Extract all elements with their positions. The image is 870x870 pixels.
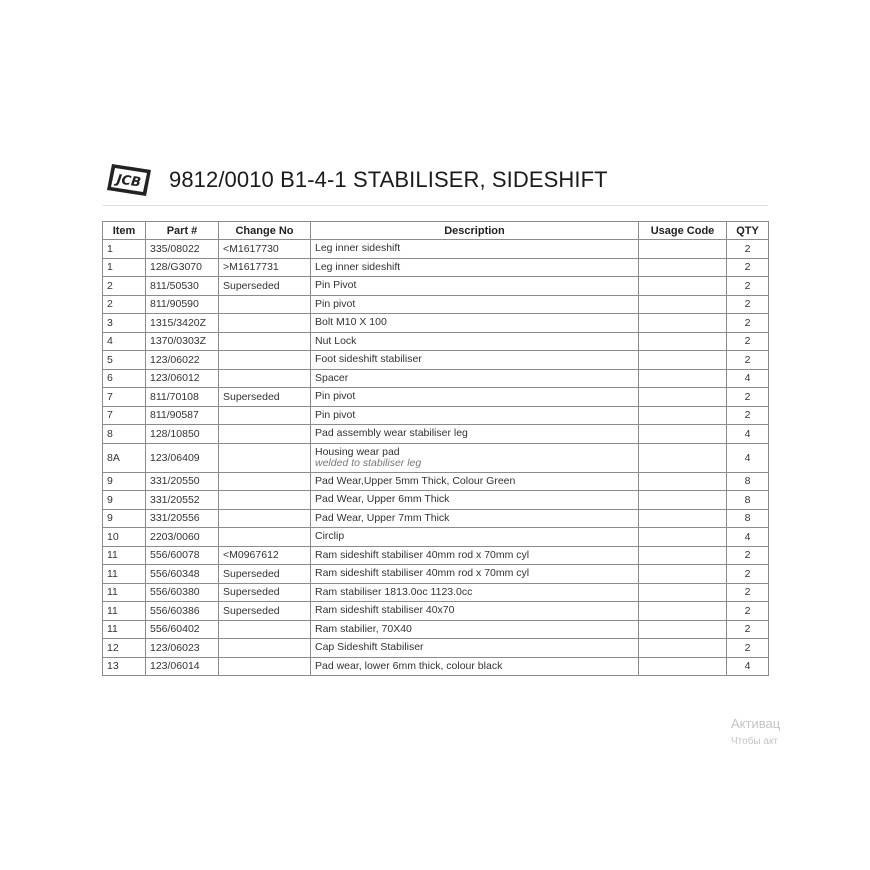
cell-item: 7	[103, 388, 146, 407]
cell-item: 11	[103, 620, 146, 639]
cell-description	[311, 351, 639, 370]
cell-qty: 2	[727, 639, 769, 658]
cell-qty: 2	[727, 583, 769, 602]
cell-change-no: <M1617730	[219, 240, 311, 259]
column-header-description: Description	[311, 222, 639, 240]
cell-item: 4	[103, 332, 146, 351]
column-header-qty: QTY	[727, 222, 769, 240]
cell-description	[311, 491, 639, 510]
table-row	[103, 314, 769, 333]
cell-part-number: 331/20550	[146, 472, 219, 491]
cell-change-no	[219, 351, 311, 370]
cell-description	[311, 314, 639, 333]
description-text: Ram sideshift stabiliser 40mm rod x 70mm cyl	[315, 548, 530, 561]
description-text: Spacer	[315, 371, 349, 384]
cell-part-number: 556/60402	[146, 620, 219, 639]
cell-part-number: 811/70108	[146, 388, 219, 407]
cell-change-no: <M0967612	[219, 546, 311, 565]
parts-table	[102, 221, 769, 676]
table-row	[103, 295, 769, 314]
table-row	[103, 406, 769, 425]
description-text: Circlip	[315, 530, 345, 543]
cell-change-no: Superseded	[219, 602, 311, 621]
table-row	[103, 620, 769, 639]
table-row	[103, 258, 769, 277]
cell-item: 9	[103, 509, 146, 528]
cell-item: 8	[103, 425, 146, 444]
cell-change-no	[219, 425, 311, 444]
cell-usage-code	[639, 443, 727, 472]
cell-part-number: 556/60348	[146, 565, 219, 584]
description-text: Pin pivot	[315, 297, 356, 310]
cell-description	[311, 277, 639, 296]
cell-qty: 2	[727, 602, 769, 621]
description-text: Pad assembly wear stabiliser leg	[315, 427, 468, 440]
cell-description	[311, 332, 639, 351]
cell-item: 1	[103, 240, 146, 259]
header-divider	[103, 205, 768, 206]
cell-change-no: Superseded	[219, 565, 311, 584]
table-row	[103, 528, 769, 547]
cell-change-no	[219, 443, 311, 472]
cell-qty: 8	[727, 509, 769, 528]
cell-qty: 8	[727, 472, 769, 491]
cell-qty: 2	[727, 295, 769, 314]
cell-qty: 2	[727, 565, 769, 584]
table-row	[103, 472, 769, 491]
table-row	[103, 565, 769, 584]
cell-item: 8A	[103, 443, 146, 472]
table-row	[103, 351, 769, 370]
column-header-item: Item	[103, 222, 146, 240]
cell-qty: 4	[727, 657, 769, 676]
table-row	[103, 639, 769, 658]
table-row	[103, 509, 769, 528]
cell-qty: 2	[727, 258, 769, 277]
description-text: Pin pivot	[315, 390, 356, 403]
table-row	[103, 657, 769, 676]
table-row	[103, 583, 769, 602]
cell-item: 9	[103, 491, 146, 510]
cell-part-number: 123/06409	[146, 443, 219, 472]
table-header-row	[103, 222, 769, 240]
cell-change-no: Superseded	[219, 583, 311, 602]
cell-part-number: 128/G3070	[146, 258, 219, 277]
cell-item: 2	[103, 277, 146, 296]
cell-usage-code	[639, 491, 727, 510]
cell-item: 11	[103, 546, 146, 565]
table-row	[103, 388, 769, 407]
cell-qty: 8	[727, 491, 769, 510]
cell-part-number: 811/90587	[146, 406, 219, 425]
cell-change-no	[219, 620, 311, 639]
cell-qty: 2	[727, 388, 769, 407]
cell-usage-code	[639, 620, 727, 639]
cell-usage-code	[639, 258, 727, 277]
table-row	[103, 277, 769, 296]
cell-part-number: 331/20556	[146, 509, 219, 528]
cell-part-number: 123/06012	[146, 369, 219, 388]
description-text: Pad wear, lower 6mm thick, colour black	[315, 659, 503, 672]
table-row	[103, 491, 769, 510]
cell-qty: 4	[727, 425, 769, 444]
column-header-change-no: Change No	[219, 222, 311, 240]
watermark-line-1: Активац	[731, 716, 781, 731]
cell-qty: 2	[727, 240, 769, 259]
cell-part-number: 811/50530	[146, 277, 219, 296]
page-title: 9812/0010 B1-4-1 STABILISER, SIDESHIFT	[169, 167, 608, 192]
description-text: Ram stabiliser 1813.0oc 1123.0cc	[315, 585, 473, 598]
table-row	[103, 602, 769, 621]
cell-usage-code	[639, 351, 727, 370]
cell-description	[311, 443, 639, 472]
cell-description	[311, 657, 639, 676]
cell-change-no	[219, 491, 311, 510]
cell-description	[311, 565, 639, 584]
cell-qty: 4	[727, 369, 769, 388]
page-header	[105, 160, 608, 200]
cell-description	[311, 546, 639, 565]
cell-qty: 2	[727, 546, 769, 565]
cell-description	[311, 583, 639, 602]
cell-item: 2	[103, 295, 146, 314]
cell-part-number: 123/06014	[146, 657, 219, 676]
logo-text: JCB	[115, 172, 142, 191]
description-text: Foot sideshift stabiliser	[315, 353, 422, 366]
cell-item: 13	[103, 657, 146, 676]
cell-change-no: Superseded	[219, 388, 311, 407]
cell-description	[311, 258, 639, 277]
cell-qty: 2	[727, 351, 769, 370]
table-body	[103, 240, 769, 676]
cell-usage-code	[639, 639, 727, 658]
table-row	[103, 332, 769, 351]
cell-part-number: 1370/0303Z	[146, 332, 219, 351]
cell-part-number: 556/60386	[146, 602, 219, 621]
cell-description	[311, 620, 639, 639]
cell-part-number: 2203/0060	[146, 528, 219, 547]
cell-usage-code	[639, 295, 727, 314]
cell-item: 10	[103, 528, 146, 547]
cell-description	[311, 406, 639, 425]
jcb-logo-icon	[105, 162, 153, 198]
cell-part-number: 123/06023	[146, 639, 219, 658]
cell-part-number: 335/08022	[146, 240, 219, 259]
cell-item: 3	[103, 314, 146, 333]
cell-description	[311, 240, 639, 259]
description-text: Pin Pivot	[315, 279, 357, 292]
description-text: Housing wear pad	[315, 445, 400, 458]
cell-usage-code	[639, 369, 727, 388]
cell-description	[311, 295, 639, 314]
cell-usage-code	[639, 583, 727, 602]
table-row	[103, 546, 769, 565]
description-note: welded to stabiliser leg	[315, 456, 422, 469]
cell-part-number: 128/10850	[146, 425, 219, 444]
description-text: Cap Sideshift Stabiliser	[315, 641, 424, 654]
cell-part-number: 556/60380	[146, 583, 219, 602]
cell-item: 9	[103, 472, 146, 491]
cell-qty: 2	[727, 277, 769, 296]
cell-usage-code	[639, 406, 727, 425]
description-text: Bolt M10 X 100	[315, 316, 387, 329]
cell-usage-code	[639, 277, 727, 296]
description-text: Pad Wear, Upper 7mm Thick	[315, 511, 450, 524]
description-text: Leg inner sideshift	[315, 260, 401, 273]
cell-description	[311, 528, 639, 547]
cell-description	[311, 602, 639, 621]
cell-change-no	[219, 639, 311, 658]
cell-description	[311, 472, 639, 491]
cell-item: 11	[103, 602, 146, 621]
description-text: Pin pivot	[315, 408, 356, 421]
cell-usage-code	[639, 332, 727, 351]
table-row	[103, 443, 769, 472]
cell-description	[311, 369, 639, 388]
description-text: Pad Wear,Upper 5mm Thick, Colour Green	[315, 474, 516, 487]
cell-change-no: Superseded	[219, 277, 311, 296]
cell-change-no	[219, 295, 311, 314]
watermark-line-2: Чтобы акт	[731, 736, 779, 747]
description-text: Pad Wear, Upper 6mm Thick	[315, 493, 450, 506]
cell-qty: 4	[727, 528, 769, 547]
cell-change-no	[219, 406, 311, 425]
table-row	[103, 240, 769, 259]
cell-part-number: 811/90590	[146, 295, 219, 314]
cell-usage-code	[639, 388, 727, 407]
cell-usage-code	[639, 472, 727, 491]
cell-usage-code	[639, 314, 727, 333]
cell-qty: 2	[727, 332, 769, 351]
cell-part-number: 556/60078	[146, 546, 219, 565]
cell-usage-code	[639, 546, 727, 565]
column-header-usage-code: Usage Code	[639, 222, 727, 240]
cell-item: 5	[103, 351, 146, 370]
cell-qty: 2	[727, 314, 769, 333]
cell-part-number: 1315/3420Z	[146, 314, 219, 333]
cell-item: 1	[103, 258, 146, 277]
cell-change-no	[219, 657, 311, 676]
description-text: Ram stabilier, 70X40	[315, 622, 412, 635]
cell-usage-code	[639, 509, 727, 528]
cell-usage-code	[639, 528, 727, 547]
cell-change-no	[219, 528, 311, 547]
cell-change-no: >M1617731	[219, 258, 311, 277]
cell-description	[311, 639, 639, 658]
cell-change-no	[219, 472, 311, 491]
cell-description	[311, 388, 639, 407]
cell-item: 11	[103, 583, 146, 602]
cell-item: 7	[103, 406, 146, 425]
cell-item: 12	[103, 639, 146, 658]
cell-item: 11	[103, 565, 146, 584]
table-row	[103, 425, 769, 444]
cell-part-number: 123/06022	[146, 351, 219, 370]
cell-usage-code	[639, 240, 727, 259]
cell-change-no	[219, 509, 311, 528]
cell-qty: 2	[727, 406, 769, 425]
cell-change-no	[219, 332, 311, 351]
cell-description	[311, 425, 639, 444]
cell-qty: 4	[727, 443, 769, 472]
cell-qty: 2	[727, 620, 769, 639]
activation-watermark	[731, 716, 801, 747]
cell-usage-code	[639, 657, 727, 676]
table-row	[103, 369, 769, 388]
cell-usage-code	[639, 602, 727, 621]
description-text: Leg inner sideshift	[315, 242, 401, 255]
cell-usage-code	[639, 565, 727, 584]
cell-change-no	[219, 369, 311, 388]
description-text: Ram sideshift stabiliser 40x70	[315, 604, 455, 617]
cell-description	[311, 509, 639, 528]
cell-item: 6	[103, 369, 146, 388]
description-text: Nut Lock	[315, 334, 357, 347]
column-header-part: Part #	[146, 222, 219, 240]
cell-usage-code	[639, 425, 727, 444]
cell-part-number: 331/20552	[146, 491, 219, 510]
cell-change-no	[219, 314, 311, 333]
description-text: Ram sideshift stabiliser 40mm rod x 70mm cyl	[315, 567, 530, 580]
